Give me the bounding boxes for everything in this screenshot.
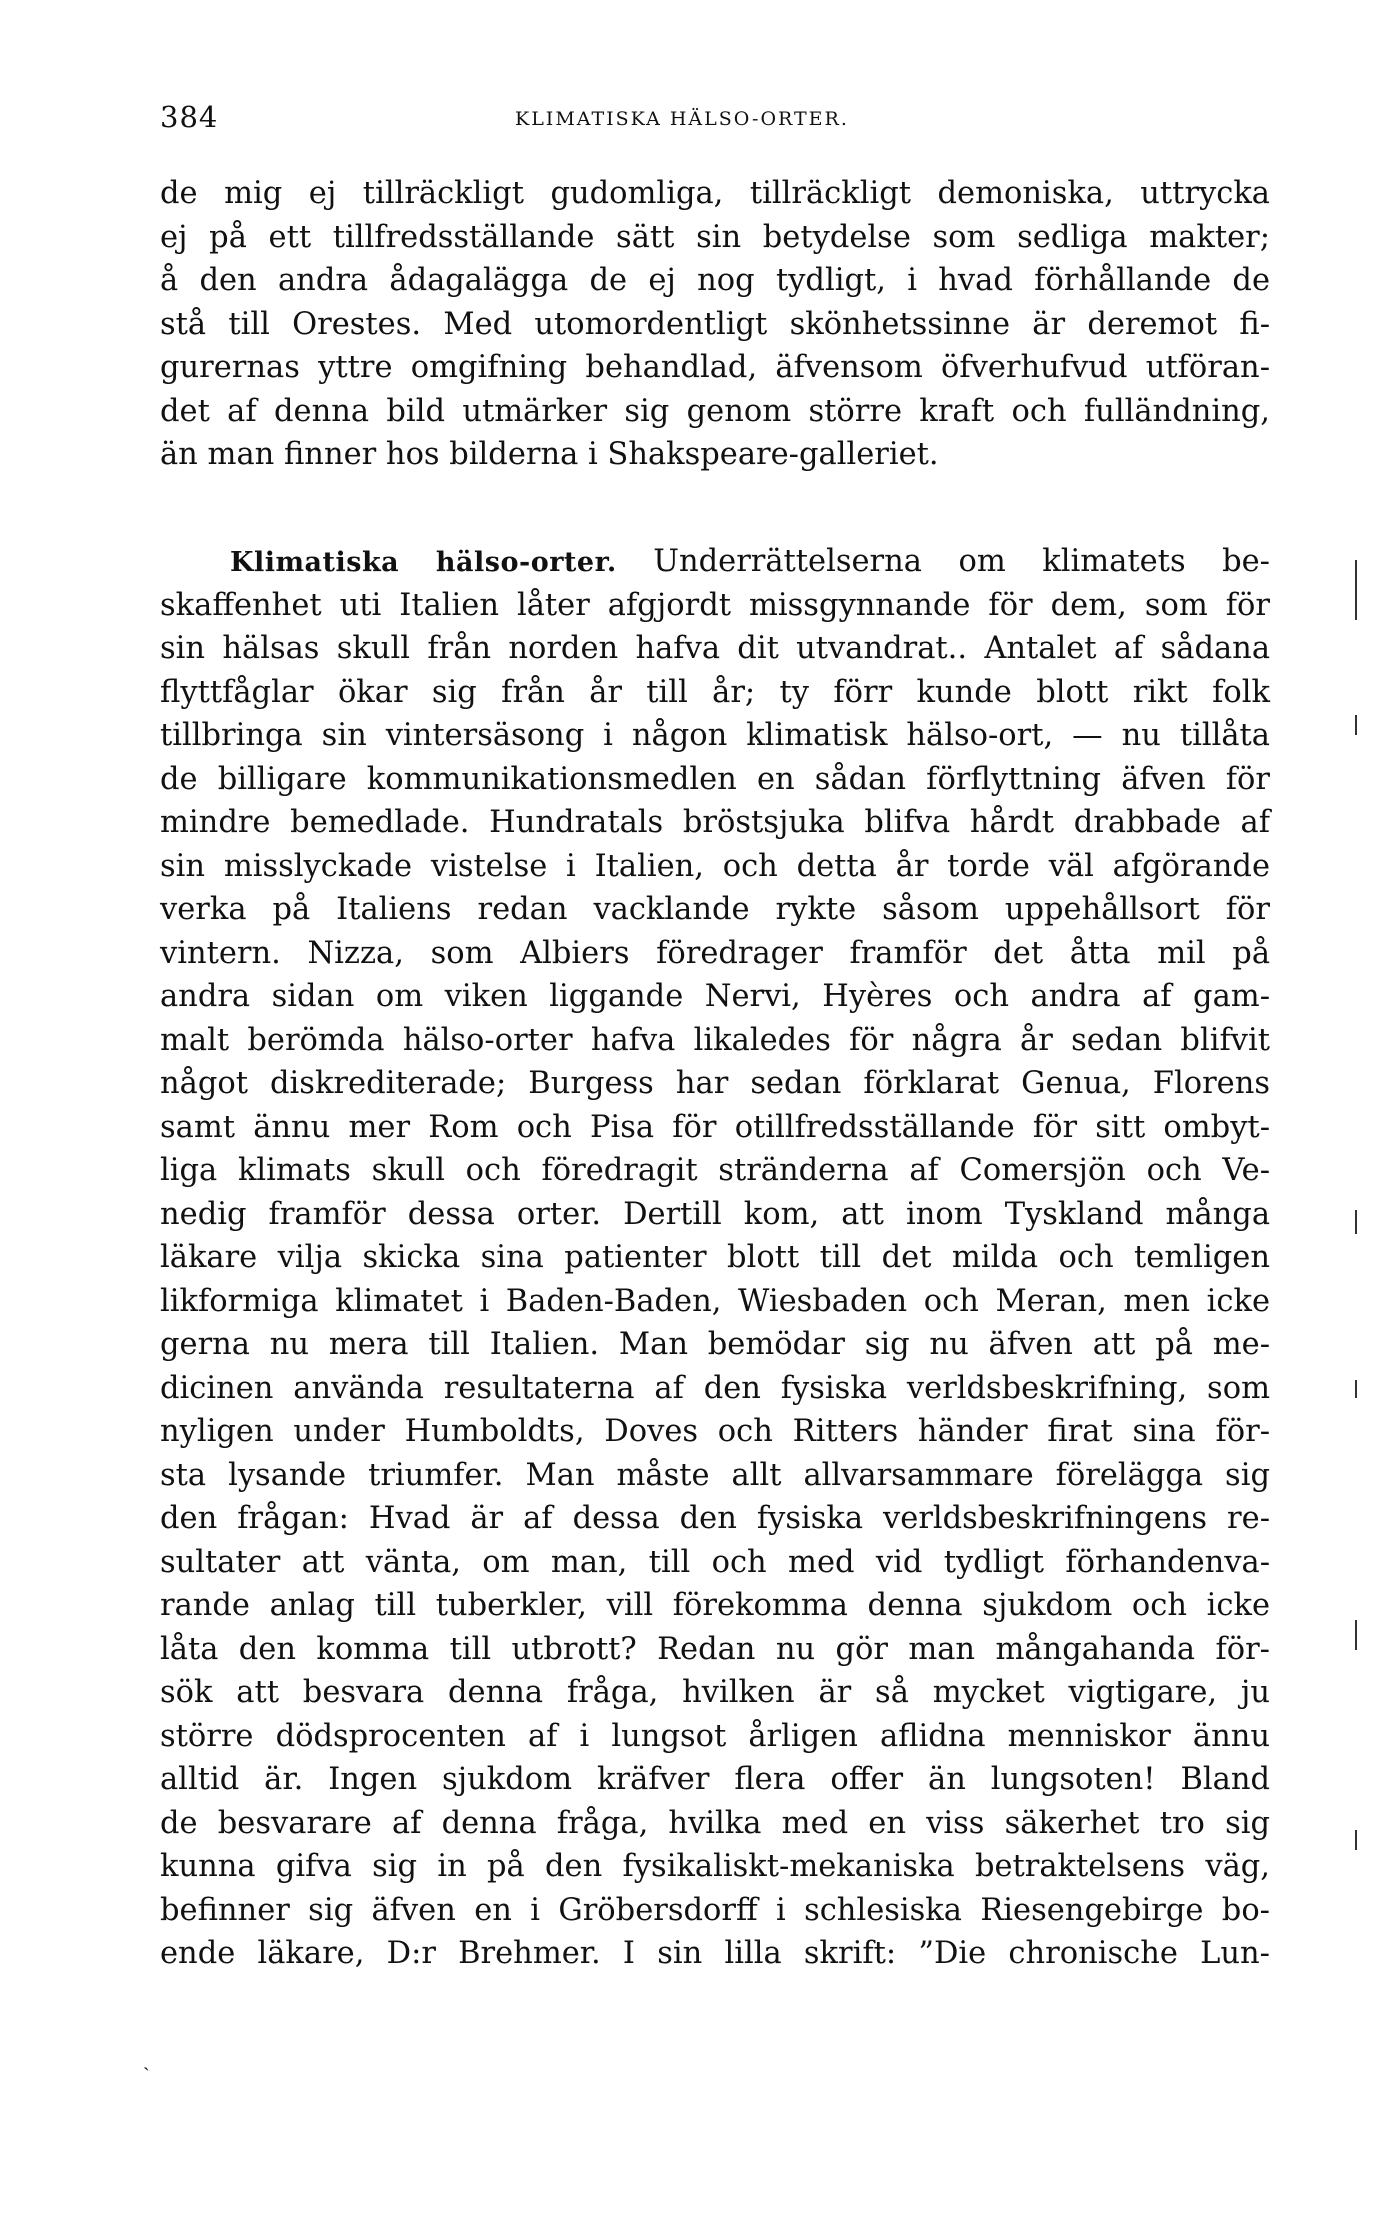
text-line: alltid är. Ingen sjukdom kräfver flera offer än lungsoten! Bland: [160, 1762, 1270, 1797]
text-line: gerna nu mera till Italien. Man bemödar sig nu äfven att på me-: [160, 1327, 1270, 1362]
text-line: stå till Orestes. Med utomordentligt skönhetssinne är deremot fi-: [160, 306, 1270, 342]
text-line: dicinen använda resultaterna af den fysiska verldsbeskrifning, som: [160, 1370, 1270, 1406]
text-line: den frågan: Hvad är af dessa den fysiska verldsbeskrifningens re-: [160, 1501, 1270, 1536]
text-line: ej på ett tillfredsställande sätt sin betydelse som sedliga makter;: [160, 219, 1270, 255]
text-line: sultater att vänta, om man, till och med vid tydligt förhandenva-: [160, 1544, 1270, 1580]
scan-mark: [1355, 1830, 1357, 1850]
text-line: liga klimats skull och föredragit stränderna af Comersjön och Ve-: [160, 1153, 1270, 1188]
text-line: läkare vilja skicka sina patienter blott till det milda och temligen: [160, 1240, 1270, 1275]
scan-mark: [1355, 560, 1357, 620]
text-line: likformiga klimatet i Baden-Baden, Wiesbaden och Meran, men icke: [160, 1283, 1270, 1319]
text-line: ende läkare, D:r Brehmer. I sin lilla skrift: ”Die chronische Lun-: [160, 1936, 1270, 1971]
text-line: samt ännu mer Rom och Pisa för otillfredsställande för sitt ombyt-: [160, 1109, 1270, 1145]
text-line: malt berömda hälso-orter hafva likaledes för några år sedan blifvit: [160, 1022, 1270, 1058]
scan-mark: [1355, 1210, 1357, 1234]
running-title: KLIMATISKA HÄLSO-ORTER.: [515, 108, 849, 130]
text-line: än man finner hos bilderna i Shakspeare-galleriet.: [160, 437, 939, 472]
text-line: å den andra ådagalägga de ej nog tydligt, i hvad förhållande de: [160, 263, 1270, 298]
page-number: 384: [160, 100, 219, 134]
text-line: befinner sig äfven en i Gröbersdorff i schlesiska Riesengebirge bo-: [160, 1892, 1270, 1928]
scan-mark: [1355, 1380, 1357, 1398]
section-heading: Klimatiska hälso-orter.: [230, 547, 617, 578]
text-line: skaffenhet uti Italien låter afgjordt missgynnande för dem, som för: [160, 587, 1270, 623]
text-line-rest: Underrättelserna om klimatets be-: [653, 544, 1270, 579]
text-line: verka på Italiens redan vacklande rykte såsom uppehållsort för: [160, 892, 1270, 927]
text-line: kunna gifva sig in på den fysikaliskt-mekaniska betraktelsens väg,: [160, 1849, 1270, 1884]
text-line: sök att besvara denna fråga, hvilken är så mycket vigtigare, ju: [160, 1675, 1270, 1710]
margin-scan-marks: [1355, 560, 1359, 1960]
text-line: det af denna bild utmärker sig genom större kraft och fulländning,: [160, 393, 1270, 429]
text-line: nyligen under Humboldts, Doves och Ritters händer firat sina för-: [160, 1414, 1270, 1449]
text-line: de billigare kommunikationsmedlen en sådan förflyttning äfven för: [160, 761, 1270, 797]
text-line: de mig ej tillräckligt gudomliga, tillräckligt demoniska, uttrycka: [160, 176, 1270, 211]
text-line: sta lysande triumfer. Man måste allt allvarsammare förelägga sig: [160, 1457, 1270, 1493]
text-line: gurernas yttre omgifning behandlad, äfvensom öfverhufvud utföran-: [160, 350, 1270, 385]
text-line: tillbringa sin vintersäsong i någon klimatisk hälso-ort, — nu tillåta: [160, 718, 1270, 753]
text-line: de besvarare af denna fråga, hvilka med en viss säkerhet tro sig: [160, 1805, 1270, 1841]
scan-mark: [1355, 1620, 1357, 1650]
text-line: flyttfåglar ökar sig från år till år; ty förr kunde blott rikt folk: [160, 674, 1270, 710]
text-line: något diskrediterade; Burgess har sedan förklarat Genua, Florens: [160, 1066, 1270, 1101]
text-line: [160, 540, 1270, 584]
text-line: sin hälsas skull från norden hafva dit utvandrat.. Antalet af sådana: [160, 631, 1270, 666]
text-line: andra sidan om viken liggande Nervi, Hyères och andra af gam-: [160, 979, 1270, 1014]
paragraph-2: [160, 540, 1270, 1976]
paragraph-1: [160, 172, 1270, 477]
text-line: vintern. Nizza, som Albiers föredrager framför det åtta mil på: [160, 935, 1270, 971]
text-line: låta den komma till utbrott? Redan nu gör man mångahanda för-: [160, 1631, 1270, 1667]
text-line: mindre bemedlade. Hundratals bröstsjuka blifva hårdt drabbade af: [160, 805, 1270, 840]
text-line: nedig framför dessa orter. Dertill kom, att inom Tyskland många: [160, 1196, 1270, 1232]
text-line: större dödsprocenten af i lungsot årligen aflidna menniskor ännu: [160, 1718, 1270, 1754]
running-head: [160, 100, 1270, 140]
text-line: sin misslyckade vistelse i Italien, och detta år torde väl afgörande: [160, 848, 1270, 884]
text-line: rande anlag till tuberkler, vill förekomma denna sjukdom och icke: [160, 1588, 1270, 1623]
scan-mark: [1355, 715, 1357, 735]
scan-tick-mark: ˎ: [143, 2047, 150, 2071]
